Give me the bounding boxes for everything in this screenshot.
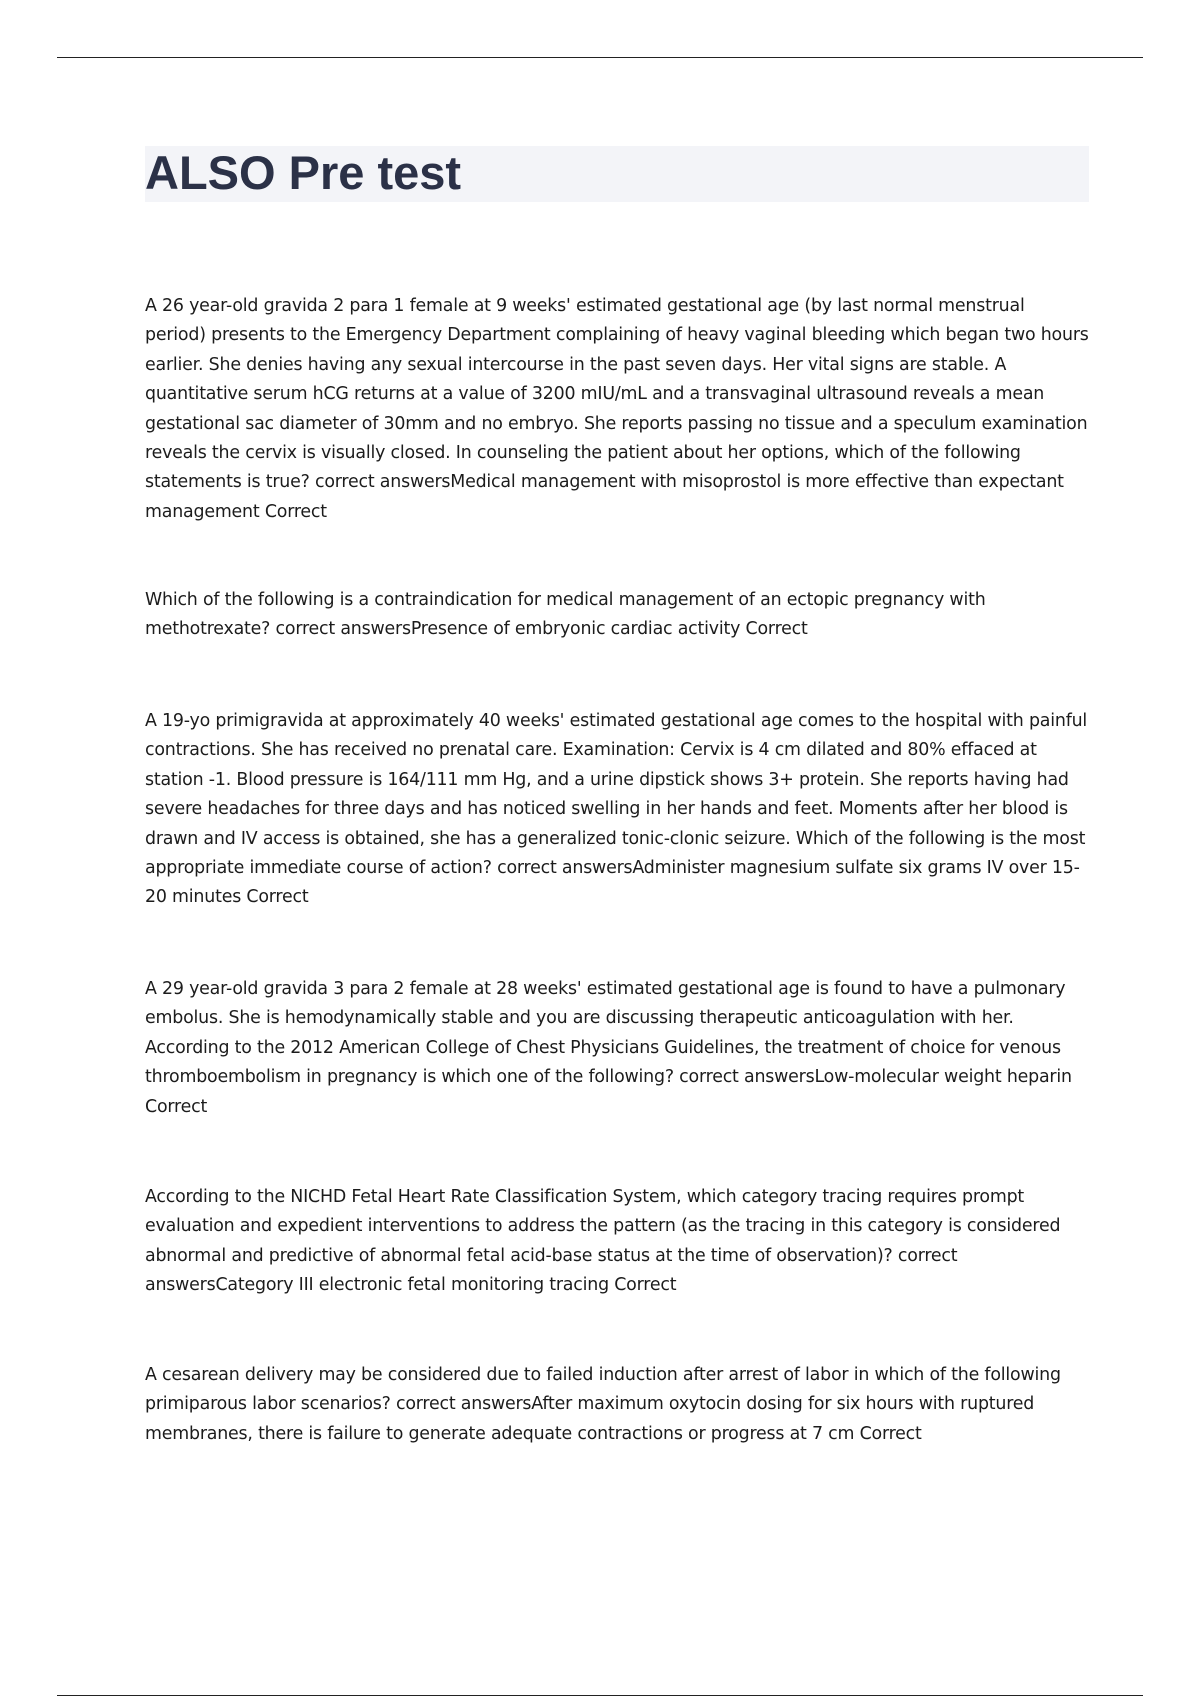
question-6: A cesarean delivery may be considered due to failed induction after arrest of labor in which of the following primiparous labor scenarios? correct answersAfter maximum oxytocin dosing for six hours with ruptured membranes, there is failure to generate adequate contractions or progress at 7 cm Correct [145, 1365, 1061, 1444]
question-5: According to the NICHD Fetal Heart Rate Classification System, which category tracing requires prompt evaluation and expedient interventions to address the pattern (as the tracing in this category is considered abnormal and predictive of abnormal fetal acid-base status at the time of observation)? correct answersCategory III electronic fetal monitoring tracing Correct [145, 1187, 1061, 1296]
bottom-rule [57, 1695, 1143, 1696]
page-title: ALSO Pre test [145, 146, 462, 199]
question-1: A 26 year-old gravida 2 para 1 female at 9 weeks' estimated gestational age (by last normal menstrual period) presents to the Emergency Department complaining of heavy vaginal bleeding which began two hours earlier. She denies having any sexual intercourse in the past seven days. Her vital signs are stable. A quantitative serum hCG returns at a value of 3200 mIU/mL and a transvaginal ultrasound reveals a mean gestational sac diameter of 30mm and no embryo. She reports passing no tissue and a speculum examination reveals the cervix is visually closed. In counseling the patient about her options, which of the following statements is true? correct answersMedical management with misoprostol is more effective than expectant management Correct [145, 296, 1089, 522]
question-2: Which of the following is a contraindication for medical management of an ectopic pregnancy with methotrexate? correct answersPresence of embryonic cardiac activity Correct [145, 590, 986, 640]
question-3: A 19-yo primigravida at approximately 40 weeks' estimated gestational age comes to the hospital with painful contractions. She has received no prenatal care. Examination: Cervix is 4 cm dilated and 80% effaced at station -1. Blood pressure is 164/111 mm Hg, and a urine dipstick shows 3+ protein. She reports having had severe headaches for three days and has noticed swelling in her hands and feet. Moments after her blood is drawn and IV access is obtained, she has a generalized tonic-clonic seizure. Which of the following is the most appropriate immediate course of action? correct answersAdminister magnesium sulfate six grams IV over 15-20 minutes Correct [145, 711, 1088, 908]
question-4: A 29 year-old gravida 3 para 2 female at 28 weeks' estimated gestational age is found to have a pulmonary embolus. She is hemodynamically stable and you are discussing therapeutic anticoagulation with her. According to the 2012 American College of Chest Physicians Guidelines, the treatment of choice for venous thromboembolism in pregnancy is which one of the following? correct answersLow-molecular weight heparin Correct [145, 979, 1072, 1117]
top-rule [57, 57, 1143, 58]
